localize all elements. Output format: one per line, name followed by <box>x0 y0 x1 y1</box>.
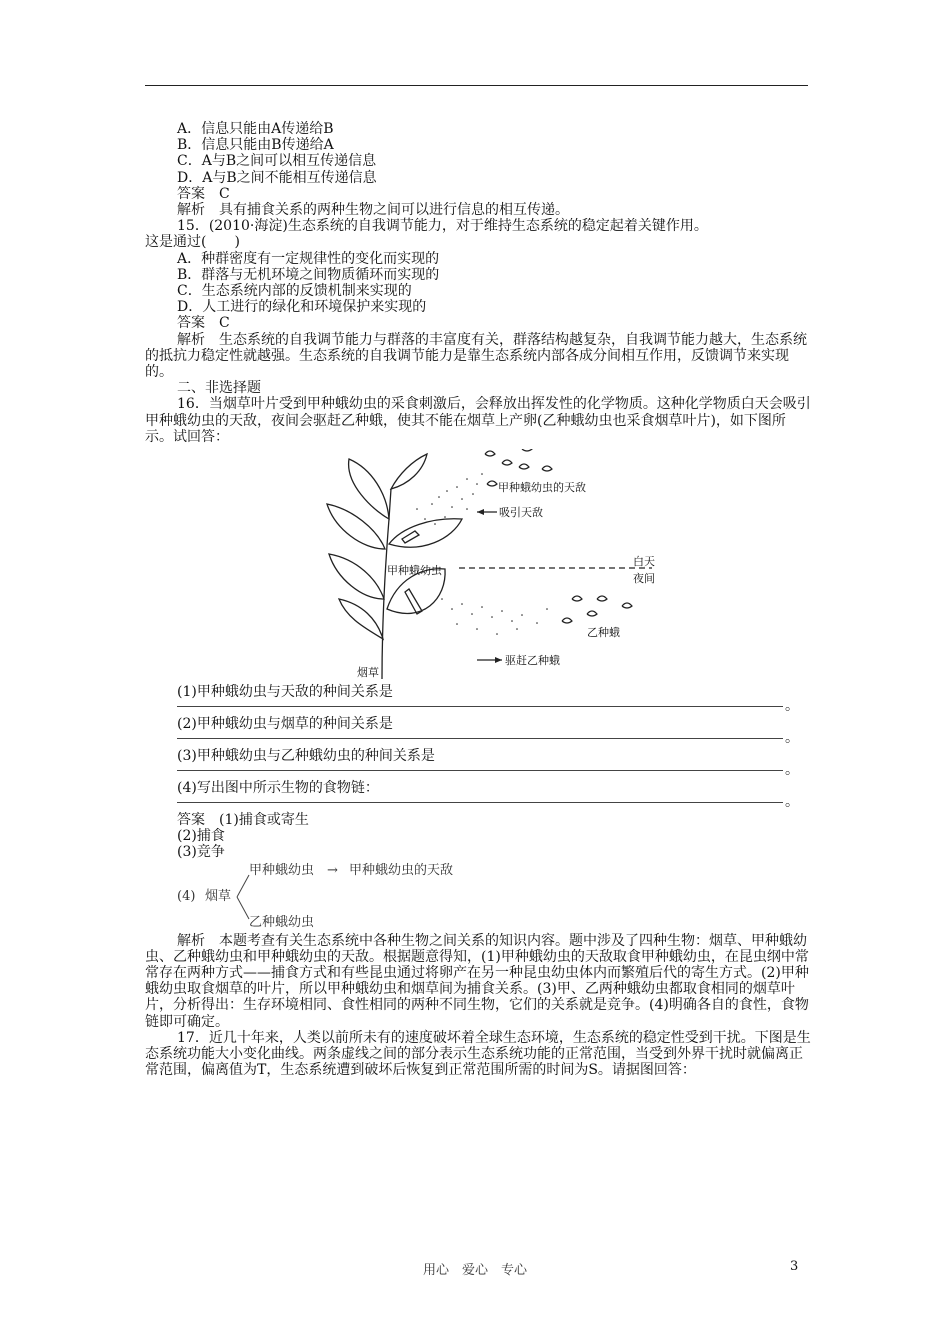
label-repel: 驱赶乙种蛾 <box>505 654 560 668</box>
food-chain-top: 甲种蛾幼虫 <box>249 862 315 878</box>
header-rule <box>145 85 808 86</box>
food-chain-root: 烟草 <box>205 888 232 904</box>
food-chain-top-end: 甲种蛾幼虫的天敌 <box>349 862 454 878</box>
analysis: 解析 本题考查有关生态系统中各种生物之间关系的知识内容。题中涉及了四种生物：烟草、甲种蛾幼虫、乙种蛾幼虫和甲种蛾幼虫的天敌。根据题意得知，(1)甲种蛾幼虫的天敌取食甲种蛾幼虫，在昆虫纲中常常存在两种方式——捕食方式和有些昆虫通过将卵产在另一种昆虫幼虫体内而繁殖后代的寄生方式。(2)甲种蛾幼虫取食烟草的叶片，所以甲种蛾幼虫和烟草间为捕食关系。(3)甲、乙两种蛾幼虫都取食相同的烟草叶片，分析得出：生存环境相同、食性相同的两种不同生物，它们的关系就是竞争。(4)明确各自的食性，食物链即可确定。 <box>145 932 809 1030</box>
answer-blank <box>177 802 783 803</box>
label-attract: 吸引天敌 <box>499 506 543 520</box>
answer-3: (3)竞争 <box>177 844 225 861</box>
food-chain-bottom: 乙种蛾幼虫 <box>249 914 315 930</box>
option-c: C．生态系统内部的反馈机制来实现的 <box>177 283 412 300</box>
analysis: 解析 生态系统的自我调节能力与群落的丰富度有关，群落结构越复杂，自我调节能力越大，生态系统的抵抗力稳定性就越强。生态系统的自我调节能力是靠生态系统内部各成分间相互作用，反馈调节来实现的。 <box>145 331 807 381</box>
answer-blank <box>177 706 783 707</box>
option-c: C．A与B之间可以相互传递信息 <box>177 153 377 170</box>
answer: 答案 C <box>177 315 230 332</box>
option-d: D．人工进行的绿化和环境保护来实现的 <box>177 299 427 316</box>
answer: 答案 (1)捕食或寄生 <box>177 812 309 829</box>
sub-question-2: (2)甲种蛾幼虫与烟草的种间关系是 。 <box>177 716 799 747</box>
option-a: A．种群密度有一定规律性的变化而实现的 <box>177 250 440 267</box>
sub-question-1: (1)甲种蛾幼虫与天敌的种间关系是 。 <box>177 684 799 715</box>
option-a: A．信息只能由A传递给B <box>177 121 334 137</box>
question-stem: 17．近几十年来，人类以前所未有的速度破坏着全球生态环境，生态系统的稳定性受到干扰。下图是生态系统功能大小变化曲线。两条虚线之间的部分表示生态系统功能的正常范围，当受到外界干扰时就偏离正常范围，偏离值为T，生态系统遭到破坏后恢复到正常范围所需的时间为S。请据图回答： <box>145 1029 811 1079</box>
label-tobacco: 烟草 <box>357 666 379 680</box>
label-enemy: 甲种蛾幼虫的天敌 <box>498 481 586 495</box>
sub-question-4: (4)写出图中所示生物的食物链： 。 <box>177 780 799 811</box>
label-day: 白天 <box>633 555 655 569</box>
label-moth-b: 乙种蛾 <box>587 626 620 640</box>
page-content <box>145 121 812 1079</box>
analysis: 解析 具有捕食关系的两种生物之间可以进行信息的相互传递。 <box>177 202 569 219</box>
question-stem: 16．当烟草叶片受到甲种蛾幼虫的采食刺激后，会释放出挥发性的化学物质。这种化学物质白天会吸引甲种蛾幼虫的天敌，夜间会驱赶乙种蛾，使其不能在烟草上产卵(乙种蛾幼虫也采食烟草叶片)，如下图所示。试回答： <box>145 396 811 445</box>
option-d: D．A与B之间不能相互传递信息 <box>177 169 377 186</box>
answer-food-chain <box>177 861 812 933</box>
page-footer: 用心 爱心 专心 <box>422 1263 527 1278</box>
sub-question-3: (3)甲种蛾幼虫与乙种蛾幼虫的种间关系是 。 <box>177 748 799 779</box>
food-chain-arrow: → <box>327 862 338 878</box>
answer-2: (2)捕食 <box>177 828 225 845</box>
label-night: 夜间 <box>633 572 655 586</box>
option-b: B．信息只能由B传递给A <box>177 137 334 154</box>
label-larva: 甲种蛾幼虫 <box>387 564 442 578</box>
answer-blank <box>177 738 783 739</box>
answer: 答案 C <box>177 185 230 202</box>
question-stem: 15．(2010·海淀)生态系统的自我调节能力，对于维持生态系统的稳定起着关键作用。 <box>177 218 708 235</box>
section-heading: 二、非选择题 <box>177 380 261 397</box>
page-number: 3 <box>790 1259 799 1274</box>
option-b: B．群落与无机环境之间物质循环而实现的 <box>177 266 440 283</box>
answer-blank <box>177 770 783 771</box>
food-chain-label: (4) <box>177 888 196 904</box>
figure-tobacco-moths <box>177 449 812 684</box>
question-stem-cont: 这是通过( ) <box>145 234 240 251</box>
figure-drawing <box>177 449 812 684</box>
